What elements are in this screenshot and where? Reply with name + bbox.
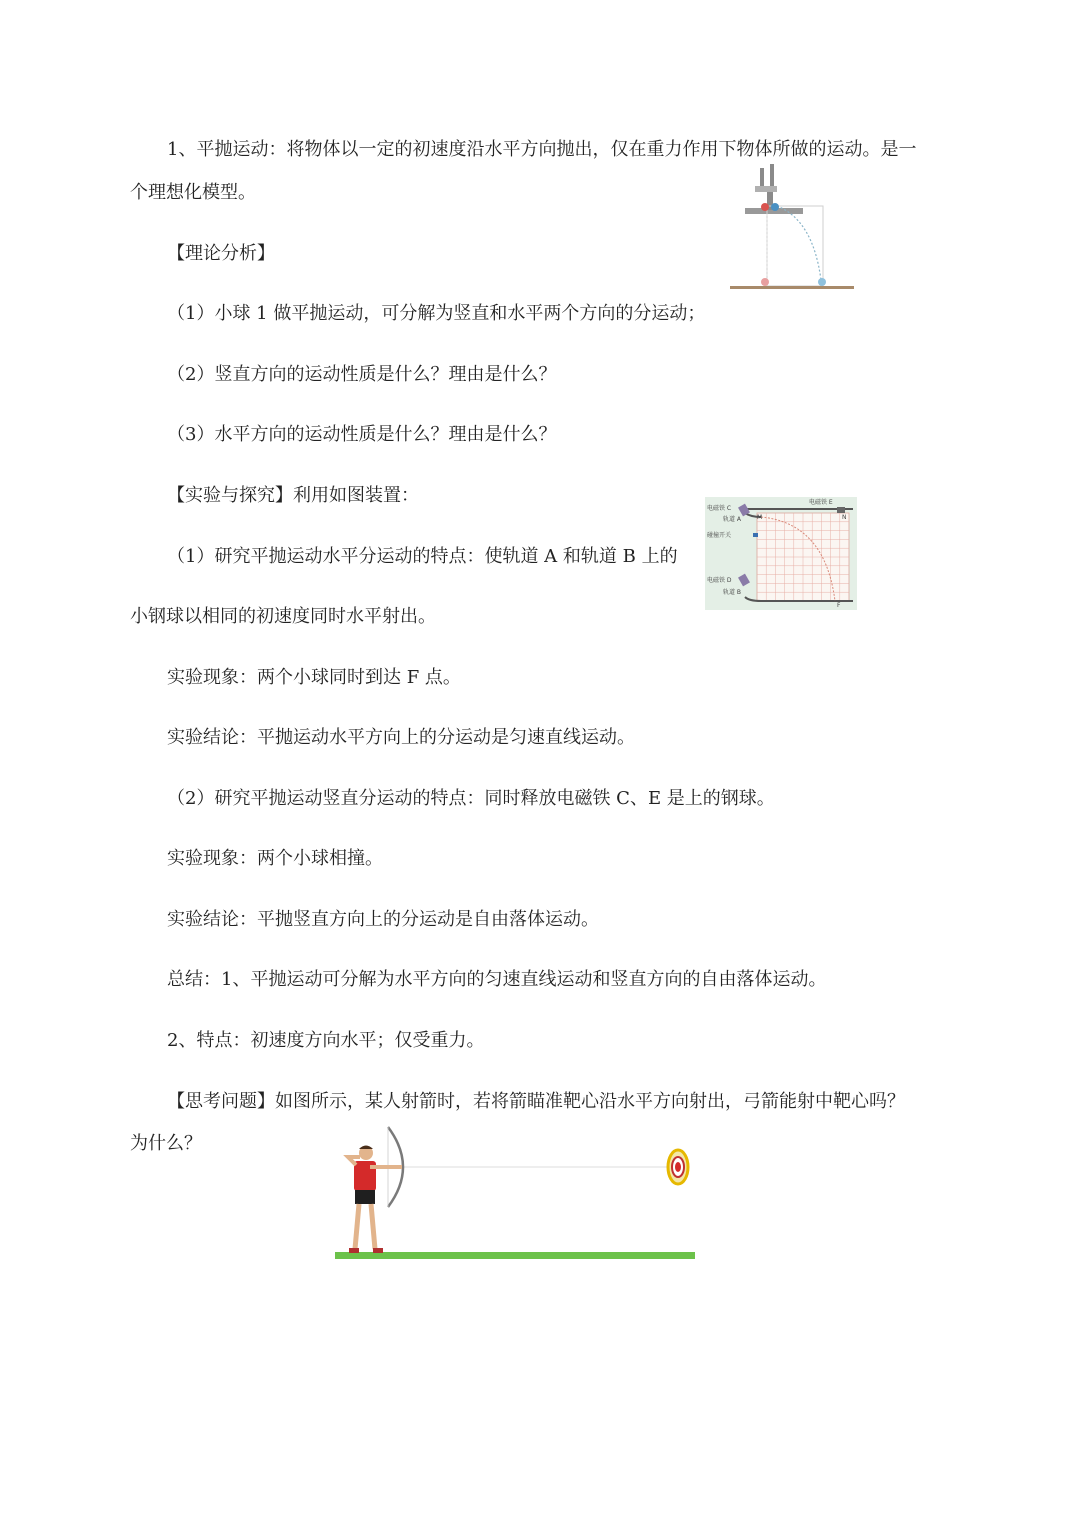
switch-block [753, 533, 758, 537]
experiment-phenomenon-2: 实验现象：两个小球相撞。 [167, 848, 383, 869]
summary-line-1: 总结：1、平抛运动可分解为水平方向的匀速直线运动和竖直方向的自由落体运动。 [167, 969, 827, 990]
summary-line-2: 2、特点：初速度方向水平；仅受重力。 [167, 1030, 485, 1051]
label-magnet-d: 电磁铁 D [707, 577, 732, 584]
section-experiment-heading: 【实验与探究】利用如图装置： [167, 485, 419, 506]
ground-line [730, 286, 854, 289]
label-point-n: N [842, 514, 847, 521]
label-magnet-c: 电磁铁 C [707, 505, 732, 512]
archer-right-leg [371, 1204, 375, 1249]
experiment-conclusion-1: 实验结论：平抛运动水平方向上的分运动是匀速直线运动。 [167, 727, 635, 748]
apparatus-clamp [755, 186, 777, 192]
ball-2 [771, 203, 779, 211]
label-point-m: M [757, 514, 763, 521]
theory-item-1: （1）小球 1 做平抛运动，可分解为竖直和水平两个方向的分运动； [167, 303, 706, 324]
archer-right-shoe [373, 1248, 383, 1253]
target [668, 1150, 688, 1184]
archer-shorts [355, 1190, 375, 1204]
archer-left-shoe [349, 1248, 359, 1253]
label-switch: 碰撞开关 [707, 532, 732, 539]
measurement-grid [757, 513, 849, 601]
question-line-1: 【思考问题】如图所示，某人射箭时，若将箭瞄准靶心沿水平方向射出，弓箭能射中靶心吗？ [167, 1091, 905, 1112]
question-line-2: 为什么？ [130, 1133, 202, 1154]
experiment-item-2: （2）研究平抛运动竖直分运动的特点：同时释放电磁铁 C、E 是上的钢球。 [167, 788, 775, 809]
grass-ground [335, 1252, 695, 1259]
track-apparatus-figure [705, 497, 857, 610]
label-track-a: 轨道 A [723, 516, 742, 523]
ball-2-landing [818, 278, 826, 286]
archer [348, 1127, 403, 1253]
experiment-item-1-cont: 小钢球以相同的初速度同时水平射出。 [130, 606, 436, 627]
projectile-apparatus-figure [725, 160, 860, 295]
archer-hair [359, 1146, 373, 1150]
experiment-phenomenon-1: 实验现象：两个小球同时到达 F 点。 [167, 667, 461, 688]
label-magnet-e: 电磁铁 E [809, 499, 833, 506]
theory-item-3: （3）水平方向的运动性质是什么？理由是什么？ [167, 424, 557, 445]
experiment-item-1: （1）研究平抛运动水平分运动的特点：使轨道 A 和轨道 B 上的 [167, 546, 678, 567]
archer-left-leg [355, 1204, 359, 1249]
label-track-b: 轨道 B [723, 589, 742, 596]
definition-line-1: 1、平抛运动：将物体以一定的初速度沿水平方向抛出，仅在重力作用下物体所做的运动。是一 [167, 139, 917, 160]
theory-item-2: （2）竖直方向的运动性质是什么？理由是什么？ [167, 364, 557, 385]
label-point-f: F [837, 602, 841, 609]
section-theory-heading: 【理论分析】 [167, 243, 275, 264]
experiment-conclusion-2: 实验结论：平抛竖直方向上的分运动是自由落体运动。 [167, 909, 599, 930]
magnet-e-block [837, 507, 845, 513]
definition-line-2: 个理想化模型。 [130, 182, 256, 203]
ball-1-landing [761, 278, 769, 286]
apparatus-post-right [770, 164, 774, 188]
archery-figure [330, 1125, 700, 1265]
parabolic-path [777, 206, 821, 280]
ball-1 [761, 203, 769, 211]
apparatus-post-left [760, 168, 764, 188]
